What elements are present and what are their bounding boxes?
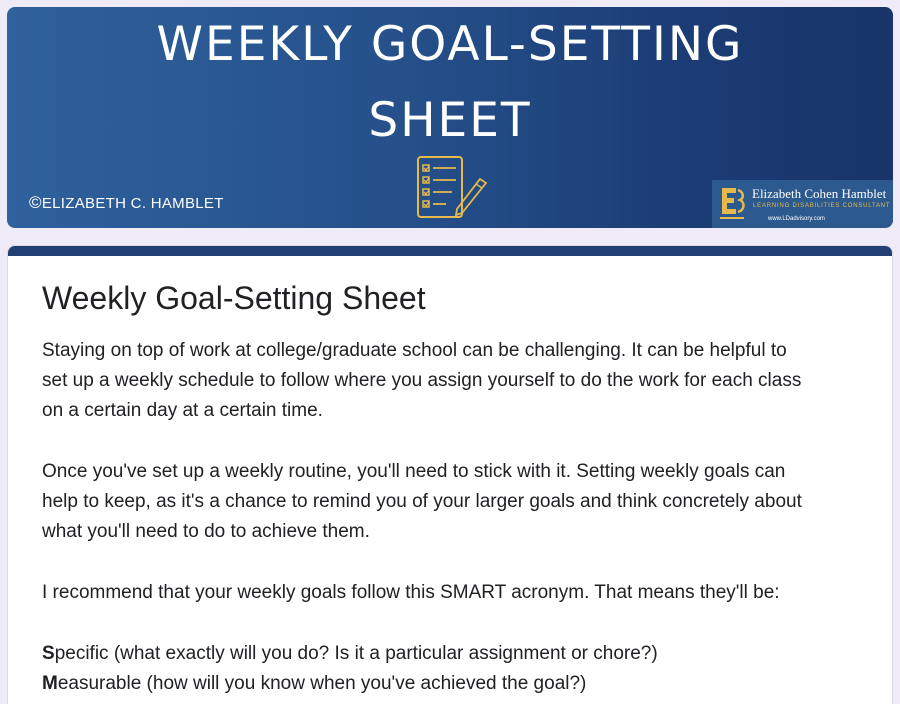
header-banner: [7, 7, 893, 228]
logo-mark-icon: [716, 184, 748, 222]
smart-acronym-list: [42, 639, 862, 699]
form-description-paragraph-3: [42, 578, 862, 608]
description-line: help to keep, as it's a chance to remind you of your larger goals and think concretely about: [42, 491, 802, 512]
smart-item-specific: [42, 639, 862, 669]
logo-url: www.LDadvisory.com: [768, 216, 825, 222]
logo-name: Elizabeth Cohen Hamblet: [752, 186, 887, 201]
description-line: I recommend that your weekly goals follow this SMART acronym. That means they'll be:: [42, 582, 780, 603]
smart-initial: S: [42, 643, 55, 664]
checklist-pencil-icon: [416, 155, 488, 221]
smart-description: easurable (how will you know when you've achieved the goal?): [57, 673, 587, 694]
banner-title-line2: SHEET: [368, 93, 532, 148]
card-accent-bar: [8, 246, 893, 256]
banner-title-line1: WEEKLY GOAL-SETTING: [156, 17, 744, 72]
description-line: on a certain day at a certain time.: [42, 400, 323, 421]
smart-item-measurable: [42, 669, 862, 699]
copyright-symbol: ©: [29, 193, 42, 212]
smart-description: pecific (what exactly will you do? Is it a particular assignment or chore?): [54, 643, 658, 664]
description-line: Staying on top of work at college/graduate school can be challenging. It can be helpful to: [42, 340, 787, 361]
copyright-notice: [29, 193, 224, 214]
smart-initial: M: [42, 673, 58, 694]
description-line: set up a weekly schedule to follow where you assign yourself to do the work for each class: [42, 370, 802, 391]
copyright-text: ELIZABETH C. HAMBLET: [41, 195, 224, 212]
form-description-paragraph-1: [42, 336, 862, 426]
form-description-paragraph-2: [42, 457, 862, 547]
form-title: Weekly Goal-Setting Sheet: [42, 280, 426, 316]
form-header-card: [7, 245, 893, 704]
description-line: what you'll need to do to achieve them.: [42, 521, 370, 542]
logo-subtitle: LEARNING DISABILITIES CONSULTANT: [753, 203, 891, 209]
description-line: Once you've set up a weekly routine, you'll need to stick with it. Setting weekly goals can: [42, 461, 786, 482]
consultant-logo: [712, 180, 893, 228]
